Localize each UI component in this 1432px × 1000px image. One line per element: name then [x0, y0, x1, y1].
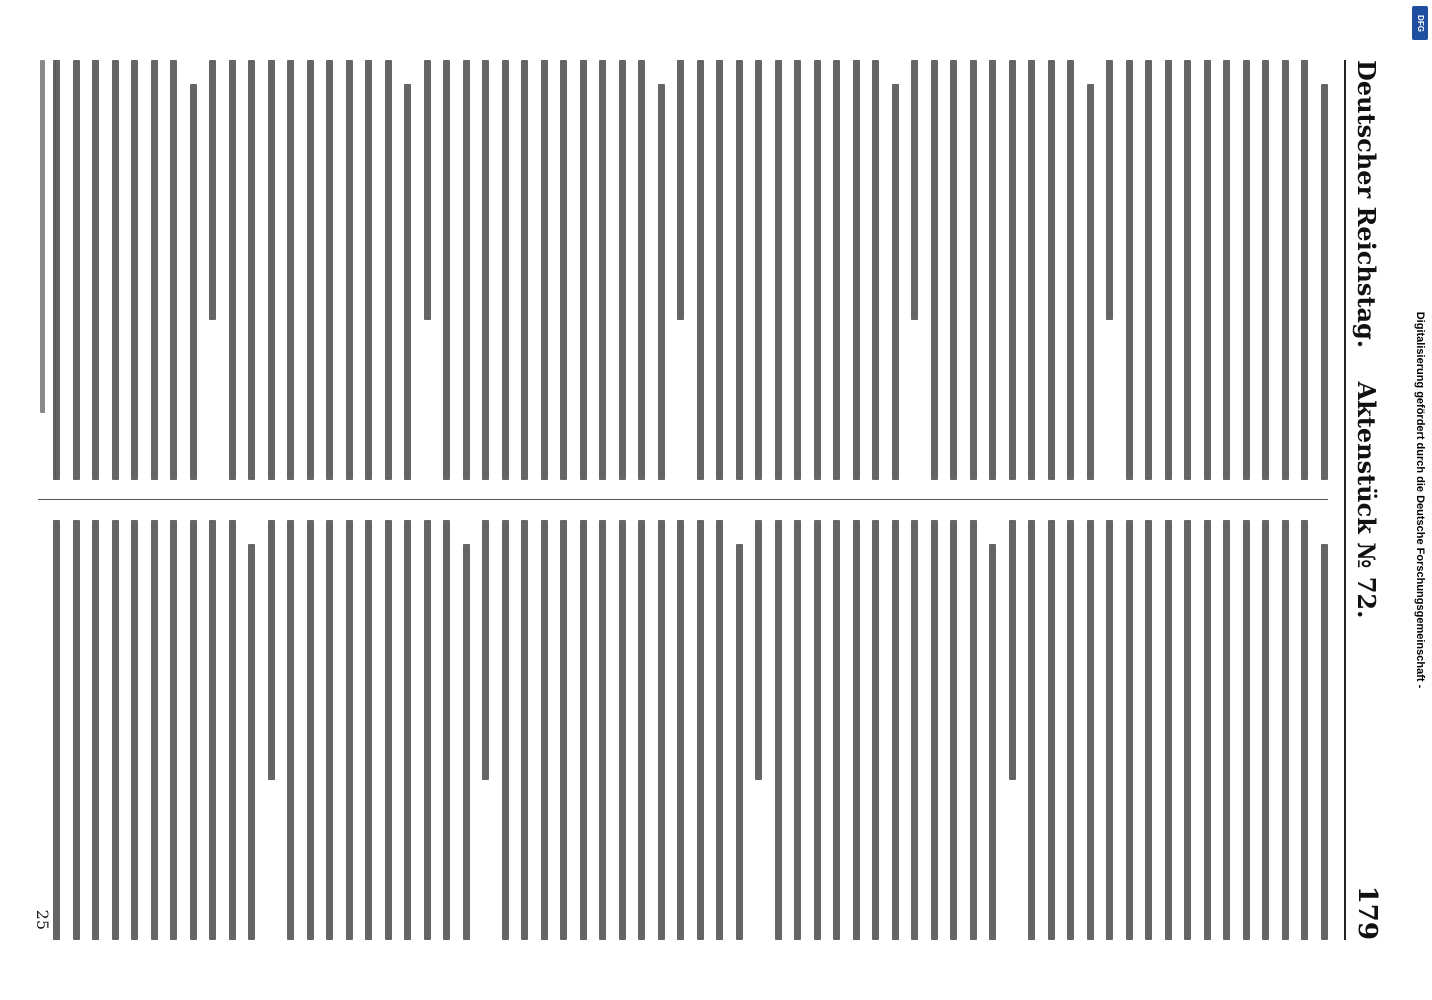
text-line-obscured	[171, 60, 178, 480]
text-line-obscured	[1107, 60, 1114, 320]
text-line-obscured	[970, 60, 977, 480]
text-line-obscured	[522, 60, 529, 480]
text-line-obscured	[541, 520, 548, 940]
text-line-obscured	[834, 520, 841, 940]
text-column-right	[28, 520, 1328, 940]
text-line-obscured	[190, 520, 197, 940]
text-line-obscured	[1243, 60, 1250, 480]
text-line-obscured	[892, 84, 899, 480]
text-line-obscured	[346, 520, 353, 940]
text-line-obscured	[1048, 520, 1055, 940]
text-line-obscured	[912, 60, 919, 320]
text-line-obscured	[268, 520, 275, 780]
text-line-obscured	[1224, 60, 1231, 480]
text-line-obscured	[970, 520, 977, 940]
text-line-obscured	[229, 520, 236, 940]
text-line-obscured	[73, 60, 80, 480]
text-line-obscured	[1321, 544, 1328, 940]
text-line-obscured	[1204, 60, 1211, 480]
text-line-obscured	[171, 520, 178, 940]
text-line-obscured	[580, 520, 587, 940]
header-title: Deutscher Reichstag.	[1352, 60, 1381, 349]
text-line-obscured	[873, 520, 880, 940]
text-line-obscured	[288, 520, 295, 940]
text-line-obscured	[1009, 60, 1016, 480]
text-line-obscured	[561, 520, 568, 940]
text-line-obscured	[483, 520, 490, 780]
text-line-obscured	[736, 60, 743, 480]
text-line-obscured	[405, 520, 412, 940]
text-line-obscured	[424, 60, 431, 320]
text-line-obscured	[93, 60, 100, 480]
text-line-obscured	[1302, 60, 1309, 480]
text-line-obscured	[678, 520, 685, 940]
text-line-obscured	[931, 520, 938, 940]
running-header	[1344, 60, 1392, 940]
text-line-obscured	[639, 520, 646, 940]
text-line-obscured	[756, 520, 763, 780]
text-line-obscured	[346, 60, 353, 480]
text-line-obscured	[502, 520, 509, 940]
text-line-obscured	[366, 520, 373, 940]
text-line-obscured	[385, 520, 392, 940]
text-line-obscured	[1321, 84, 1328, 480]
text-line-obscured	[814, 520, 821, 940]
text-line-obscured	[1107, 520, 1114, 940]
text-line-obscured	[795, 60, 802, 480]
text-line-obscured	[990, 544, 997, 940]
text-line-obscured	[834, 60, 841, 480]
text-line-obscured	[990, 60, 997, 480]
text-line-obscured	[327, 60, 334, 480]
text-line-obscured	[249, 544, 256, 940]
text-line-obscured	[1068, 60, 1075, 480]
text-line-obscured	[229, 60, 236, 480]
text-line-obscured	[1126, 60, 1133, 480]
text-line-obscured	[1282, 520, 1289, 940]
text-line-obscured	[73, 520, 80, 940]
text-line-obscured	[1029, 520, 1036, 940]
text-line-obscured	[697, 520, 704, 940]
text-line-obscured	[502, 60, 509, 480]
text-line-obscured	[210, 60, 217, 320]
text-line-obscured	[249, 60, 256, 480]
column-rule	[38, 499, 1328, 500]
text-line-obscured	[190, 84, 197, 480]
text-line-obscured	[619, 520, 626, 940]
dfg-logo: DFG	[1412, 6, 1428, 40]
text-line-obscured	[1263, 60, 1270, 480]
text-line-obscured	[93, 520, 100, 940]
text-line-obscured	[327, 520, 334, 940]
text-line-obscured	[1165, 60, 1172, 480]
text-line-obscured	[600, 60, 607, 480]
text-line-obscured	[112, 60, 119, 480]
digitization-credit	[1409, 0, 1431, 1000]
text-line-obscured	[424, 520, 431, 940]
text-line-obscured	[756, 60, 763, 480]
text-line-obscured	[678, 60, 685, 320]
text-line-obscured	[658, 84, 665, 480]
text-line-obscured	[639, 60, 646, 480]
footnote	[25, 60, 56, 480]
text-line-obscured	[1243, 520, 1250, 940]
text-line-obscured	[600, 520, 607, 940]
text-line-obscured	[1185, 60, 1192, 480]
text-line-obscured	[873, 60, 880, 480]
text-line-obscured	[736, 544, 743, 940]
text-line-obscured	[931, 60, 938, 480]
text-line-obscured	[1029, 60, 1036, 480]
text-line-obscured	[1087, 84, 1094, 480]
text-line-obscured	[307, 60, 314, 480]
text-line-obscured	[775, 60, 782, 480]
text-column-left	[28, 60, 1328, 480]
text-line-obscured	[210, 520, 217, 940]
text-line-obscured	[1146, 520, 1153, 940]
text-line-obscured	[288, 60, 295, 480]
text-line-obscured	[1224, 520, 1231, 940]
text-line-obscured	[853, 520, 860, 940]
text-line-obscured	[151, 520, 158, 940]
text-line-obscured	[385, 60, 392, 480]
text-line-obscured	[541, 60, 548, 480]
text-line-obscured	[132, 520, 139, 940]
text-line-obscured	[1185, 520, 1192, 940]
text-line-obscured	[1204, 520, 1211, 940]
text-line-obscured	[658, 520, 665, 940]
text-line-obscured	[951, 520, 958, 940]
text-line-obscured	[717, 520, 724, 940]
text-line-obscured	[1068, 520, 1075, 940]
text-line-obscured	[366, 60, 373, 480]
text-line-obscured	[112, 520, 119, 940]
text-line-obscured	[463, 544, 470, 940]
credit-text: Digitalisierung gefördert durch die Deutsche Forschungsgemeinschaft -	[1414, 311, 1426, 689]
text-line-obscured	[697, 60, 704, 480]
text-line-obscured	[151, 60, 158, 480]
text-line-obscured	[307, 520, 314, 940]
text-line-obscured	[775, 520, 782, 940]
text-line-obscured	[814, 60, 821, 480]
footnote-line-obscured	[40, 60, 45, 413]
text-line-obscured	[892, 520, 899, 940]
text-line-obscured	[561, 60, 568, 480]
text-line-obscured	[951, 60, 958, 480]
text-line-obscured	[912, 520, 919, 940]
text-line-obscured	[1263, 520, 1270, 940]
page-number: 179	[1352, 885, 1382, 940]
text-line-obscured	[1126, 520, 1133, 940]
text-line-obscured	[1087, 520, 1094, 940]
text-line-obscured	[1165, 520, 1172, 940]
text-line-obscured	[1009, 520, 1016, 780]
text-line-obscured	[405, 84, 412, 480]
text-line-obscured	[853, 60, 860, 480]
text-line-obscured	[1282, 60, 1289, 480]
text-line-obscured	[444, 60, 451, 480]
text-line-obscured	[483, 60, 490, 480]
text-line-obscured	[619, 60, 626, 480]
text-line-obscured	[132, 60, 139, 480]
text-line-obscured	[268, 60, 275, 480]
text-line-obscured	[522, 520, 529, 940]
text-line-obscured	[463, 60, 470, 480]
text-line-obscured	[717, 60, 724, 480]
text-line-obscured	[795, 520, 802, 940]
text-line-obscured	[580, 60, 587, 480]
header-document-number: Aktenstück № 72.	[1352, 381, 1381, 619]
text-line-obscured	[54, 520, 61, 940]
text-line-obscured	[444, 520, 451, 940]
text-line-obscured	[1302, 520, 1309, 940]
text-line-obscured	[1048, 60, 1055, 480]
text-line-obscured	[1146, 60, 1153, 480]
footer-number: 25	[33, 909, 52, 930]
